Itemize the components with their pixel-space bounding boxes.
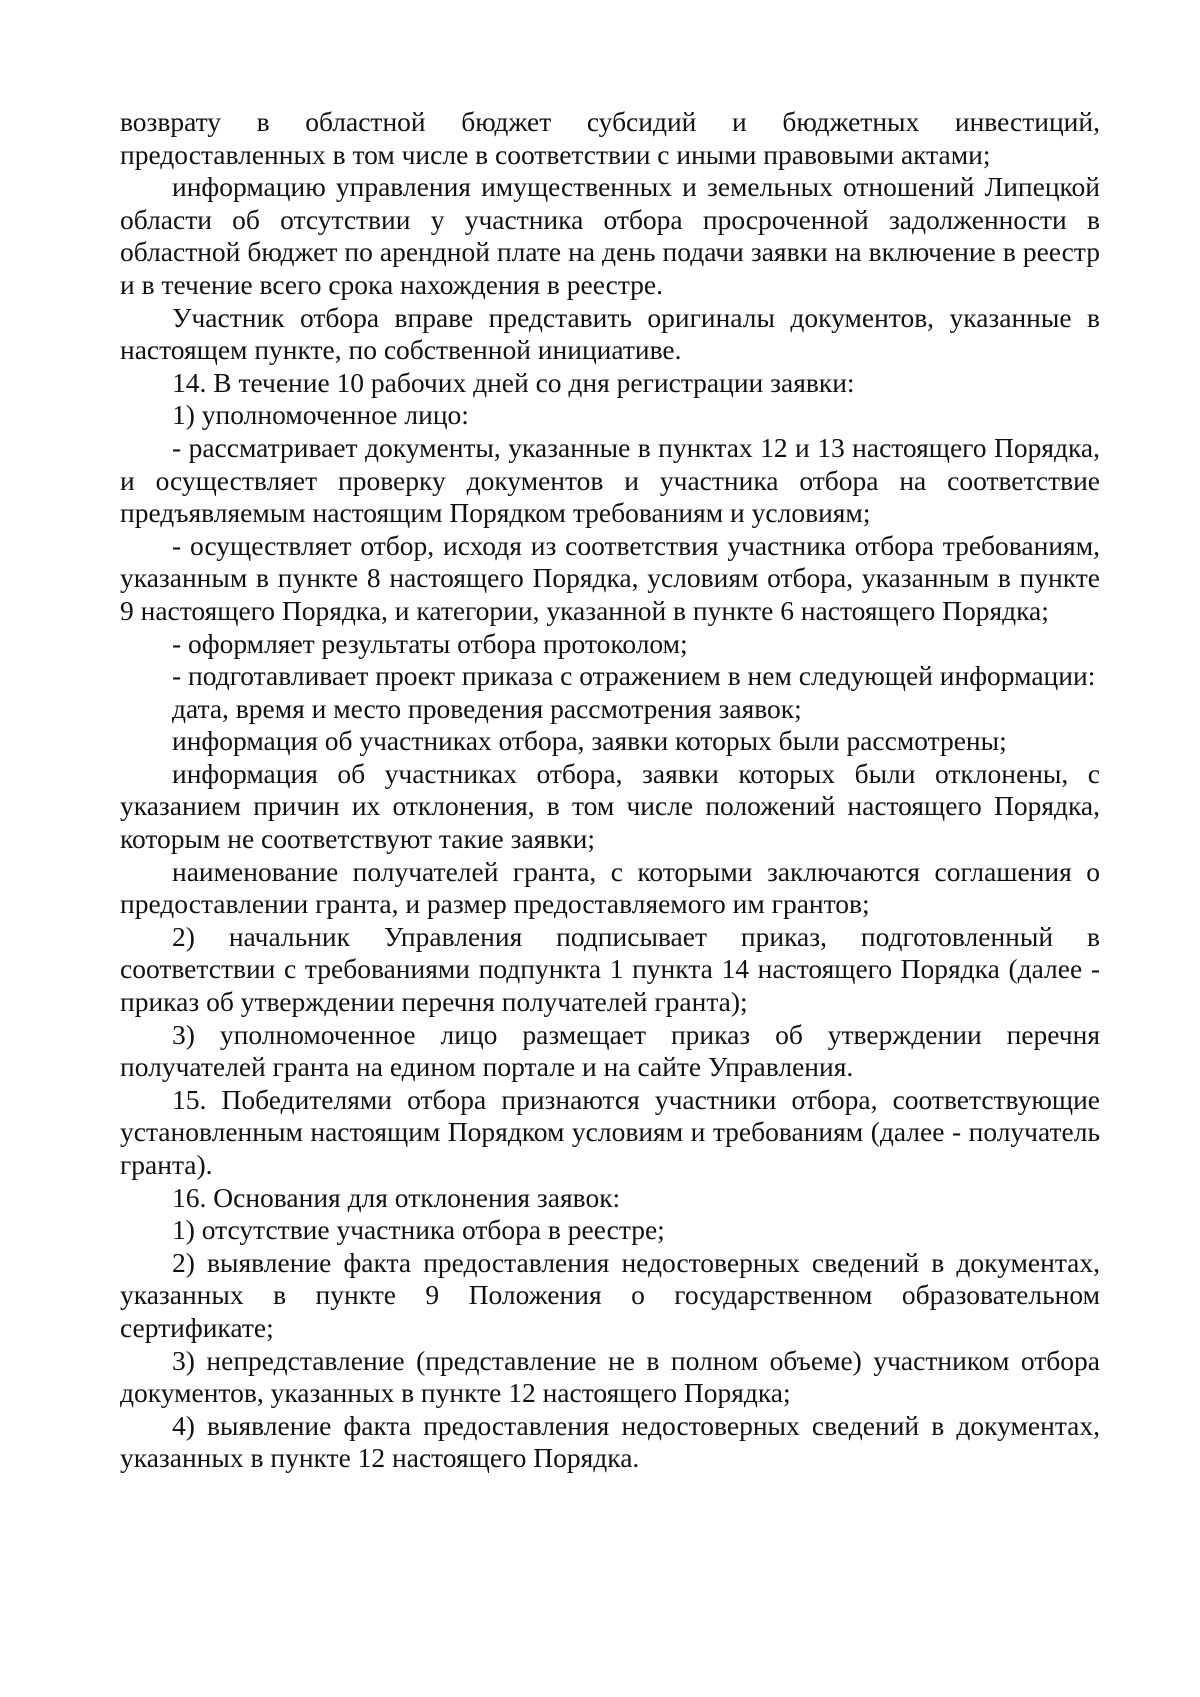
paragraph-continuation: возврату в областной бюджет субсидий и бюджетных инвестиций, предоставленных в том числе в соответствии с иными правовыми актами; [120,106,1100,170]
paragraph-bullet-review: - рассматривает документы, указанные в пунктах 12 и 13 настоящего Порядка, и осуществляет проверку документов и участника отбора на соответствие предъявляемым настоящим Порядком требованиям и условиям; [120,431,1100,529]
paragraph-bullet-draft-order: - подготавливает проект приказа с отражением в нем следующей информации: [172,660,1096,692]
paragraph-info-rejected: информация об участниках отбора, заявки которых были отклонены, с указанием причин их отклонения, в том числе положений настоящего Порядка, которым не соответствуют такие заявки; [120,757,1100,855]
paragraph-bullet-protocol: - оформляет результаты отбора протоколом; [172,627,688,659]
paragraph-subitem-16-1: 1) отсутствие участника отбора в реестре; [172,1214,665,1246]
paragraph-item-15: 15. Победителями отбора признаются участники отбора, соответствующие установленным настоящим Порядком условиям и требованиям (далее - получатель гранта). [120,1083,1100,1180]
paragraph-subitem-16-2: 2) выявление факта предоставления недостоверных сведений в документах, указанных в пункте 9 Положения о государственном образовательном сертификате; [120,1246,1100,1343]
paragraph-item-16: 16. Основания для отклонения заявок: [172,1181,621,1213]
document-page [120,106,1100,1475]
paragraph-info-reviewed: информация об участниках отбора, заявки которых были рассмотрены; [172,725,1007,757]
paragraph-subitem-16-4: 4) выявление факта предоставления недостоверных сведений в документах, указанных в пункте 12 настоящего Порядка. [120,1409,1100,1474]
paragraph-originals: Участник отбора вправе представить оригиналы документов, указанные в настоящем пункте, по собственной инициативе. [120,301,1100,366]
paragraph-subitem-16-3: 3) непредставление (представление не в полном объеме) участником отбора документов, указанных в пункте 12 настоящего Порядка; [120,1344,1100,1409]
paragraph-subitem-14-2: 2) начальник Управления подписывает приказ, подготовленный в соответствии с требованиями подпункта 1 пункта 14 настоящего Порядка (далее - приказ об утверждении перечня получателей гранта); [120,920,1100,1018]
paragraph-item-14: 14. В течение 10 рабочих дней со дня регистрации заявки: [172,366,855,398]
paragraph-bullet-selection: - осуществляет отбор, исходя из соответствия участника отбора требованиям, указанным в пункте 8 настоящего Порядка, условиям отбора, указанным в пункте 9 настоящего Порядка, и категории, указанной в пункте 6 настоящего Порядка; [120,529,1100,626]
paragraph-info-date: дата, время и место проведения рассмотрения заявок; [172,692,802,724]
paragraph-subitem-14-3: 3) уполномоченное лицо размещает приказ об утверждении перечня получателей гранта на едином портале и на сайте Управления. [120,1018,1100,1083]
paragraph-info-recipients: наименование получателей гранта, с которыми заключаются соглашения о предоставлении гранта, и размер предоставляемого им грантов; [120,855,1100,920]
paragraph-property-info: информацию управления имущественных и земельных отношений Липецкой области об отсутствии у участника отбора просроченной задолженности в областной бюджет по арендной плате на день подачи заявки на включение в реестр и в течение всего срока нахождения в реестре. [120,171,1100,300]
paragraph-subitem-14-1: 1) уполномоченное лицо: [172,399,469,431]
